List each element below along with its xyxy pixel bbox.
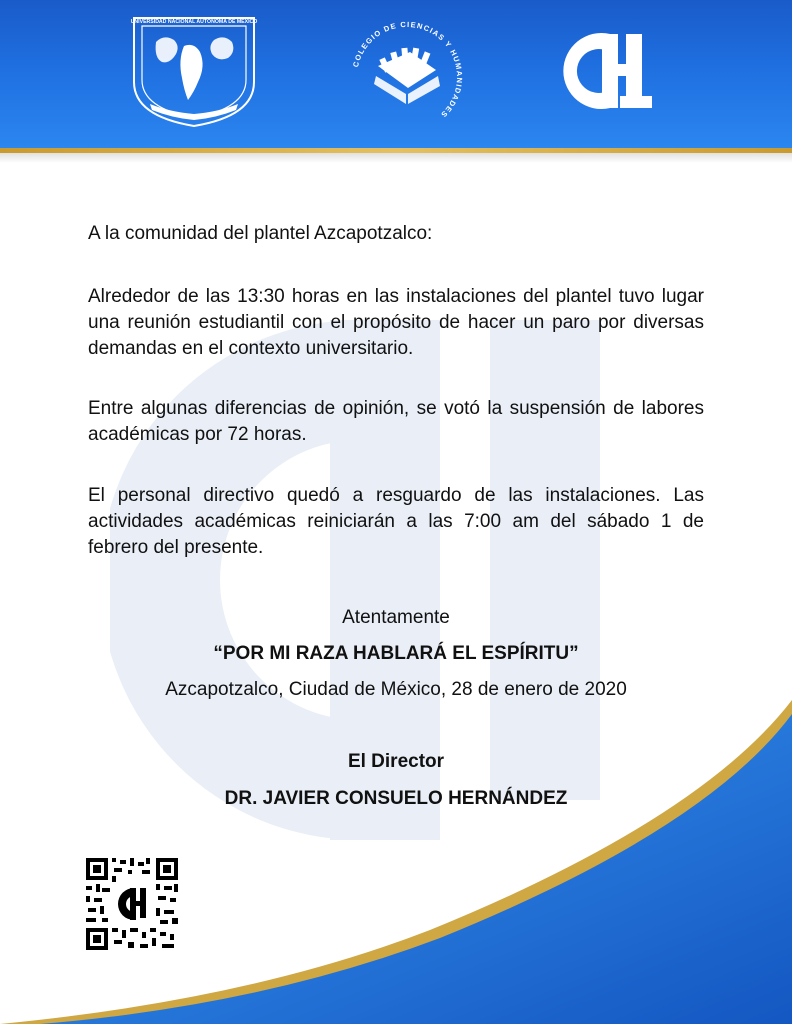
signer-title: El Director <box>347 751 445 772</box>
greeting: A la comunidad del plantel Azcapotzalco: <box>88 223 433 244</box>
signer-name: DR. JAVIER CONSUELO HERNÁNDEZ <box>224 788 568 809</box>
paragraph-2: Entre algunas diferencias de opinión, se votó la suspensión de labores académicas por 72 horas. <box>88 398 704 445</box>
paragraph-3: El personal directivo quedó a resguardo de las instalaciones. Las actividades académicas reiniciarán a las 7:00 am del sábado 1 de febrero del presente. <box>88 485 704 558</box>
unam-shield-logo <box>126 12 262 130</box>
motto: “POR MI RAZA HABLARÁ EL ESPÍRITU” <box>213 643 579 664</box>
closing: Atentamente <box>342 607 450 628</box>
ch-monogram-logo <box>560 28 658 114</box>
cch-logo <box>348 18 466 136</box>
svg-text:COLEGIO DE CIENCIAS Y HUMANIDA: COLEGIO DE CIENCIAS Y HUMANIDADES <box>350 19 465 120</box>
svg-text:UNIVERSIDAD NACIONAL AUTÓNOMA: UNIVERSIDAD NACIONAL AUTÓNOMA DE MÉXICO <box>130 19 258 25</box>
paragraph-1: Alrededor de las 13:30 horas en las instalaciones del plantel tuvo lugar una reunión estudiantil con el propósito de hacer un paro por diversas demandas en el contexto universitario. <box>88 286 704 359</box>
qr-code[interactable] <box>84 856 180 952</box>
place-date: Azcapotzalco, Ciudad de México, 28 de enero de 2020 <box>165 679 627 700</box>
header-shadow <box>0 153 792 163</box>
